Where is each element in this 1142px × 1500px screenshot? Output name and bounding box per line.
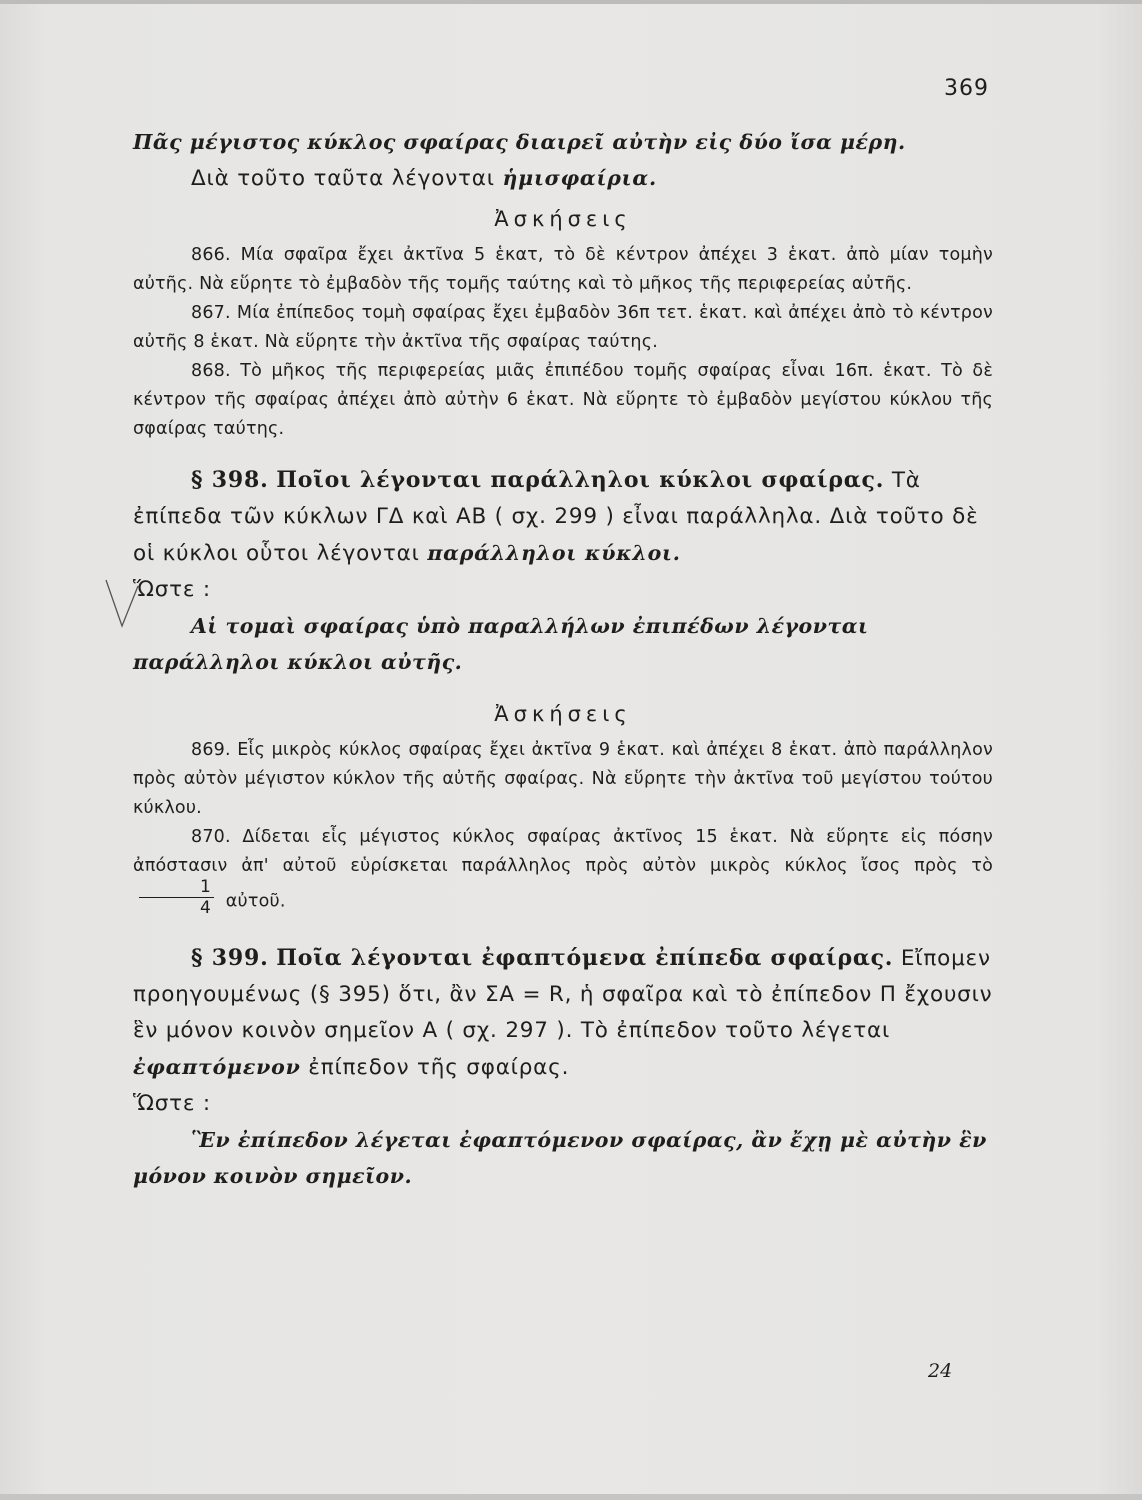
page-top-edge: [0, 0, 1142, 4]
exercise-868: 868. Τὸ μῆκος τῆς περιφερείας μιᾶς ἐπιπέδου τομῆς σφαίρας εἶναι 16π. ἑκατ. Τὸ δὲ κέντρον τῆς σφαίρας ἀπέχει ἀπὸ αὐτὴν 6 ἑκατ. Νὰ εὕρητε τὸ ἐμβαδὸν μεγίστου κύκλου τῆς σφαίρας ταύτης.: [133, 361, 993, 439]
intro-text: [133, 160, 993, 197]
fraction-one-quarter: [139, 877, 214, 918]
section-399-definition: Ἓν ἐπίπεδον λέγεται ἐφαπτόμενον σφαίρας, ἂν ἔχῃ μὲ αὐτὴν ἓν μόνον κοινὸν σημεῖον.: [133, 1128, 987, 1188]
exercise-870-text: 870. Δίδεται εἷς μέγιστος κύκλος σφαίρας ἀκτῖνος 15 ἑκατ. Νὰ εὕρητε εἰς πόσην ἀπόστασιν ἀπ' αὐτοῦ εὑρίσκεται παράλληλος πρὸς αὐτὸν μικρὸς κύκλος ἴσος πρὸς τὸ: [133, 827, 993, 876]
section-398: [133, 462, 993, 608]
section-399-text2: ἐπίπεδον τῆς σφαίρας.: [308, 1055, 570, 1080]
fraction-denominator: 4: [200, 898, 212, 918]
section-398-text: Τὰ ἐπίπεδα τῶν κύκλων ΓΔ καὶ ΑΒ ( σχ. 299 ) εἶναι παράλληλα. Διὰ τοῦτο δὲ οἱ κύκλοι οὗτοι λέγονται: [133, 468, 979, 566]
intro-definition: Πᾶς μέγιστος κύκλος σφαίρας διαιρεῖ αὐτὴν εἰς δύο ἴσα μέρη.: [133, 130, 906, 154]
exercise-870: [133, 823, 993, 922]
section-399-hoste: Ὥστε :: [133, 1091, 211, 1116]
section-398-number: § 398.: [191, 467, 269, 493]
intro-term: ἡμισφαίρια.: [502, 166, 657, 190]
exercise-867: 867. Μία ἐπίπεδος τομὴ σφαίρας ἔχει ἐμβαδὸν 36π τετ. ἑκατ. καὶ ἀπέχει ἀπὸ τὸ κέντρον αὐτῆς 8 ἑκατ. Νὰ εὕρητε τὴν ἀκτῖνα τῆς σφαίρας ταύτης.: [133, 303, 993, 352]
exercises-heading-2: Ἀσκήσεις: [494, 702, 632, 726]
section-398-hoste: Ὥστε :: [133, 577, 211, 602]
signature-mark: 24: [928, 1360, 953, 1382]
exercise-870-end: αὐτοῦ.: [225, 891, 286, 912]
section-399-text: Εἴπομεν προηγουμένως (§ 395) ὅτι, ἂν ΣΑ = R, ἡ σφαῖρα καὶ τὸ ἐπίπεδον Π ἔχουσιν ἓν μόνον κοινὸν σημεῖον Α ( σχ. 297 ). Τὸ ἐπίπεδον τοῦτο λέγεται: [133, 946, 993, 1043]
section-398-term: παράλληλοι κύκλοι.: [427, 541, 681, 565]
exercises-heading-1: Ἀσκήσεις: [494, 207, 632, 231]
section-399: [133, 940, 993, 1122]
section-399-term: ἐφαπτόμενον: [133, 1055, 301, 1079]
section-399-number: § 399.: [191, 945, 269, 971]
intro-text-body: Διὰ τοῦτο ταῦτα λέγονται: [191, 166, 495, 191]
text-column: [133, 124, 993, 1194]
page-number: 369: [944, 76, 989, 101]
section-398-definition: Αἱ τομαὶ σφαίρας ὑπὸ παραλλήλων ἐπιπέδων λέγονται παράλληλοι κύκλοι αὐτῆς.: [133, 614, 869, 674]
exercise-866: 866. Μία σφαῖρα ἔχει ἀκτῖνα 5 ἑκατ, τὸ δὲ κέντρον ἀπέχει 3 ἑκατ. ἀπὸ μίαν τομὴν αὐτῆς. Νὰ εὕρητε τὸ ἐμβαδὸν τῆς τομῆς ταύτης καὶ τὸ μῆκος τῆς περιφερείας αὐτῆς.: [133, 245, 993, 294]
exercise-869: 869. Εἷς μικρὸς κύκλος σφαίρας ἔχει ἀκτῖνα 9 ἑκατ. καὶ ἀπέχει 8 ἑκατ. ἀπὸ παράλληλον πρὸς αὐτὸν μέγιστον κύκλον τῆς αὐτῆς σφαίρας. Νὰ εὕρητε τὴν ἀκτῖνα τοῦ μεγίστου τούτου κύκλου.: [133, 740, 993, 818]
section-399-title: Ποῖα λέγονται ἐφαπτόμενα ἐπίπεδα σφαίρας.: [276, 945, 894, 971]
section-398-title: Ποῖοι λέγονται παράλληλοι κύκλοι σφαίρας.: [276, 467, 885, 493]
fraction-numerator: 1: [139, 877, 214, 898]
page-bottom-edge: [0, 1494, 1142, 1500]
